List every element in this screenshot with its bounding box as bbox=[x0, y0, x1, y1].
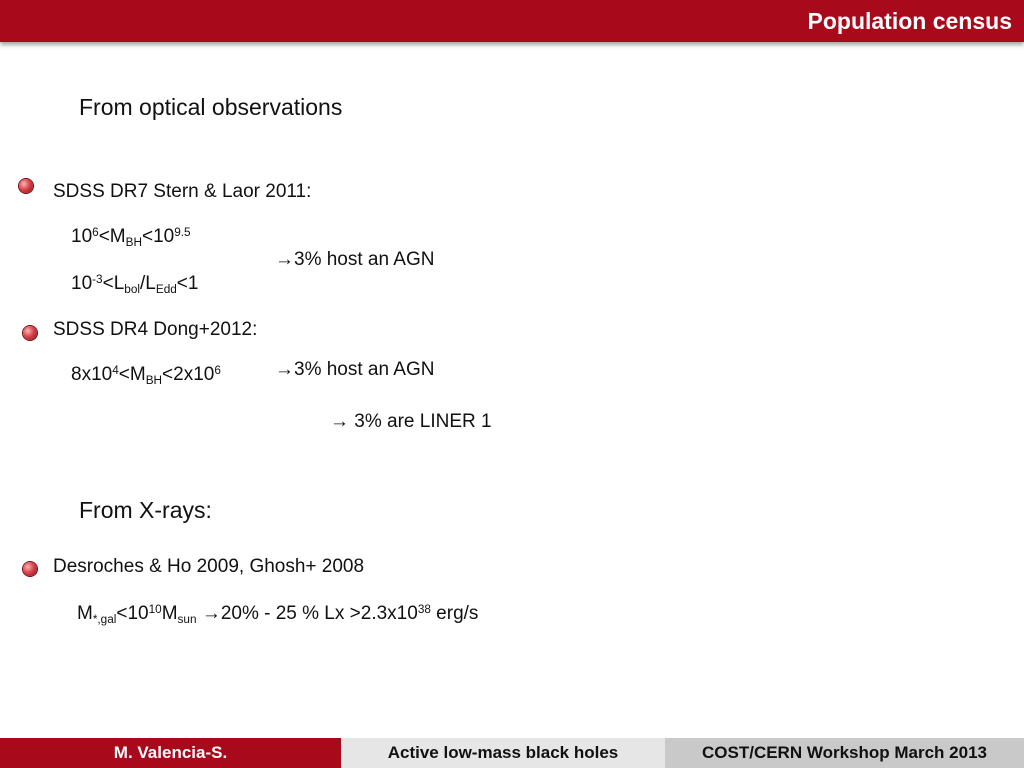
desroches-item: Desroches & Ho 2009, Ghosh+ 2008 bbox=[53, 556, 365, 577]
arrow-icon: → bbox=[275, 249, 294, 270]
mgal-line: $M_{*,gal}<10^{10}M_{sun} \to 20\% - 25$ % $Lx >2.3x10^{38}$ erg/s bbox=[77, 602, 479, 626]
bullet-icon bbox=[23, 562, 37, 576]
title-bar bbox=[0, 0, 1024, 42]
sdss-dr4-item: SDSS DR4 Dong+2012: bbox=[53, 319, 258, 340]
result-line-1: →3% host an AGN bbox=[275, 249, 435, 270]
slide-title: Population census bbox=[807, 8, 1012, 34]
arrow-icon: → bbox=[201, 603, 221, 624]
xray-heading: From X-rays: bbox=[79, 497, 212, 523]
mbh-range-line-2: $8x10^4<M_{BH}<2x10^6$ bbox=[71, 363, 221, 387]
footer-talk-title: Active low-mass black holes bbox=[341, 738, 665, 768]
footer-bar bbox=[0, 738, 1024, 768]
footer-author: M. Valencia-S. bbox=[0, 738, 341, 768]
arrow-icon: → bbox=[330, 411, 349, 432]
footer-event: COST/CERN Workshop March 2013 bbox=[665, 738, 1024, 768]
result-line-2: →3% host an AGN bbox=[275, 359, 435, 380]
optical-heading: From optical observations bbox=[79, 94, 343, 120]
bullet-icon bbox=[19, 179, 33, 193]
mbh-range-line-1: $10^6<M_{BH}<10^{9.5}$ bbox=[71, 225, 191, 249]
arrow-icon: → bbox=[275, 359, 294, 380]
sdss-dr7-item: SDSS DR7 Stern & Laor 2011: bbox=[53, 181, 312, 202]
result-line-3: → 3% are LINER 1 bbox=[330, 411, 492, 432]
bullet-icon bbox=[23, 326, 37, 340]
lbol-range-line: $10^{-3}<L_{bol}/L_{Edd}<1$ bbox=[71, 272, 199, 296]
